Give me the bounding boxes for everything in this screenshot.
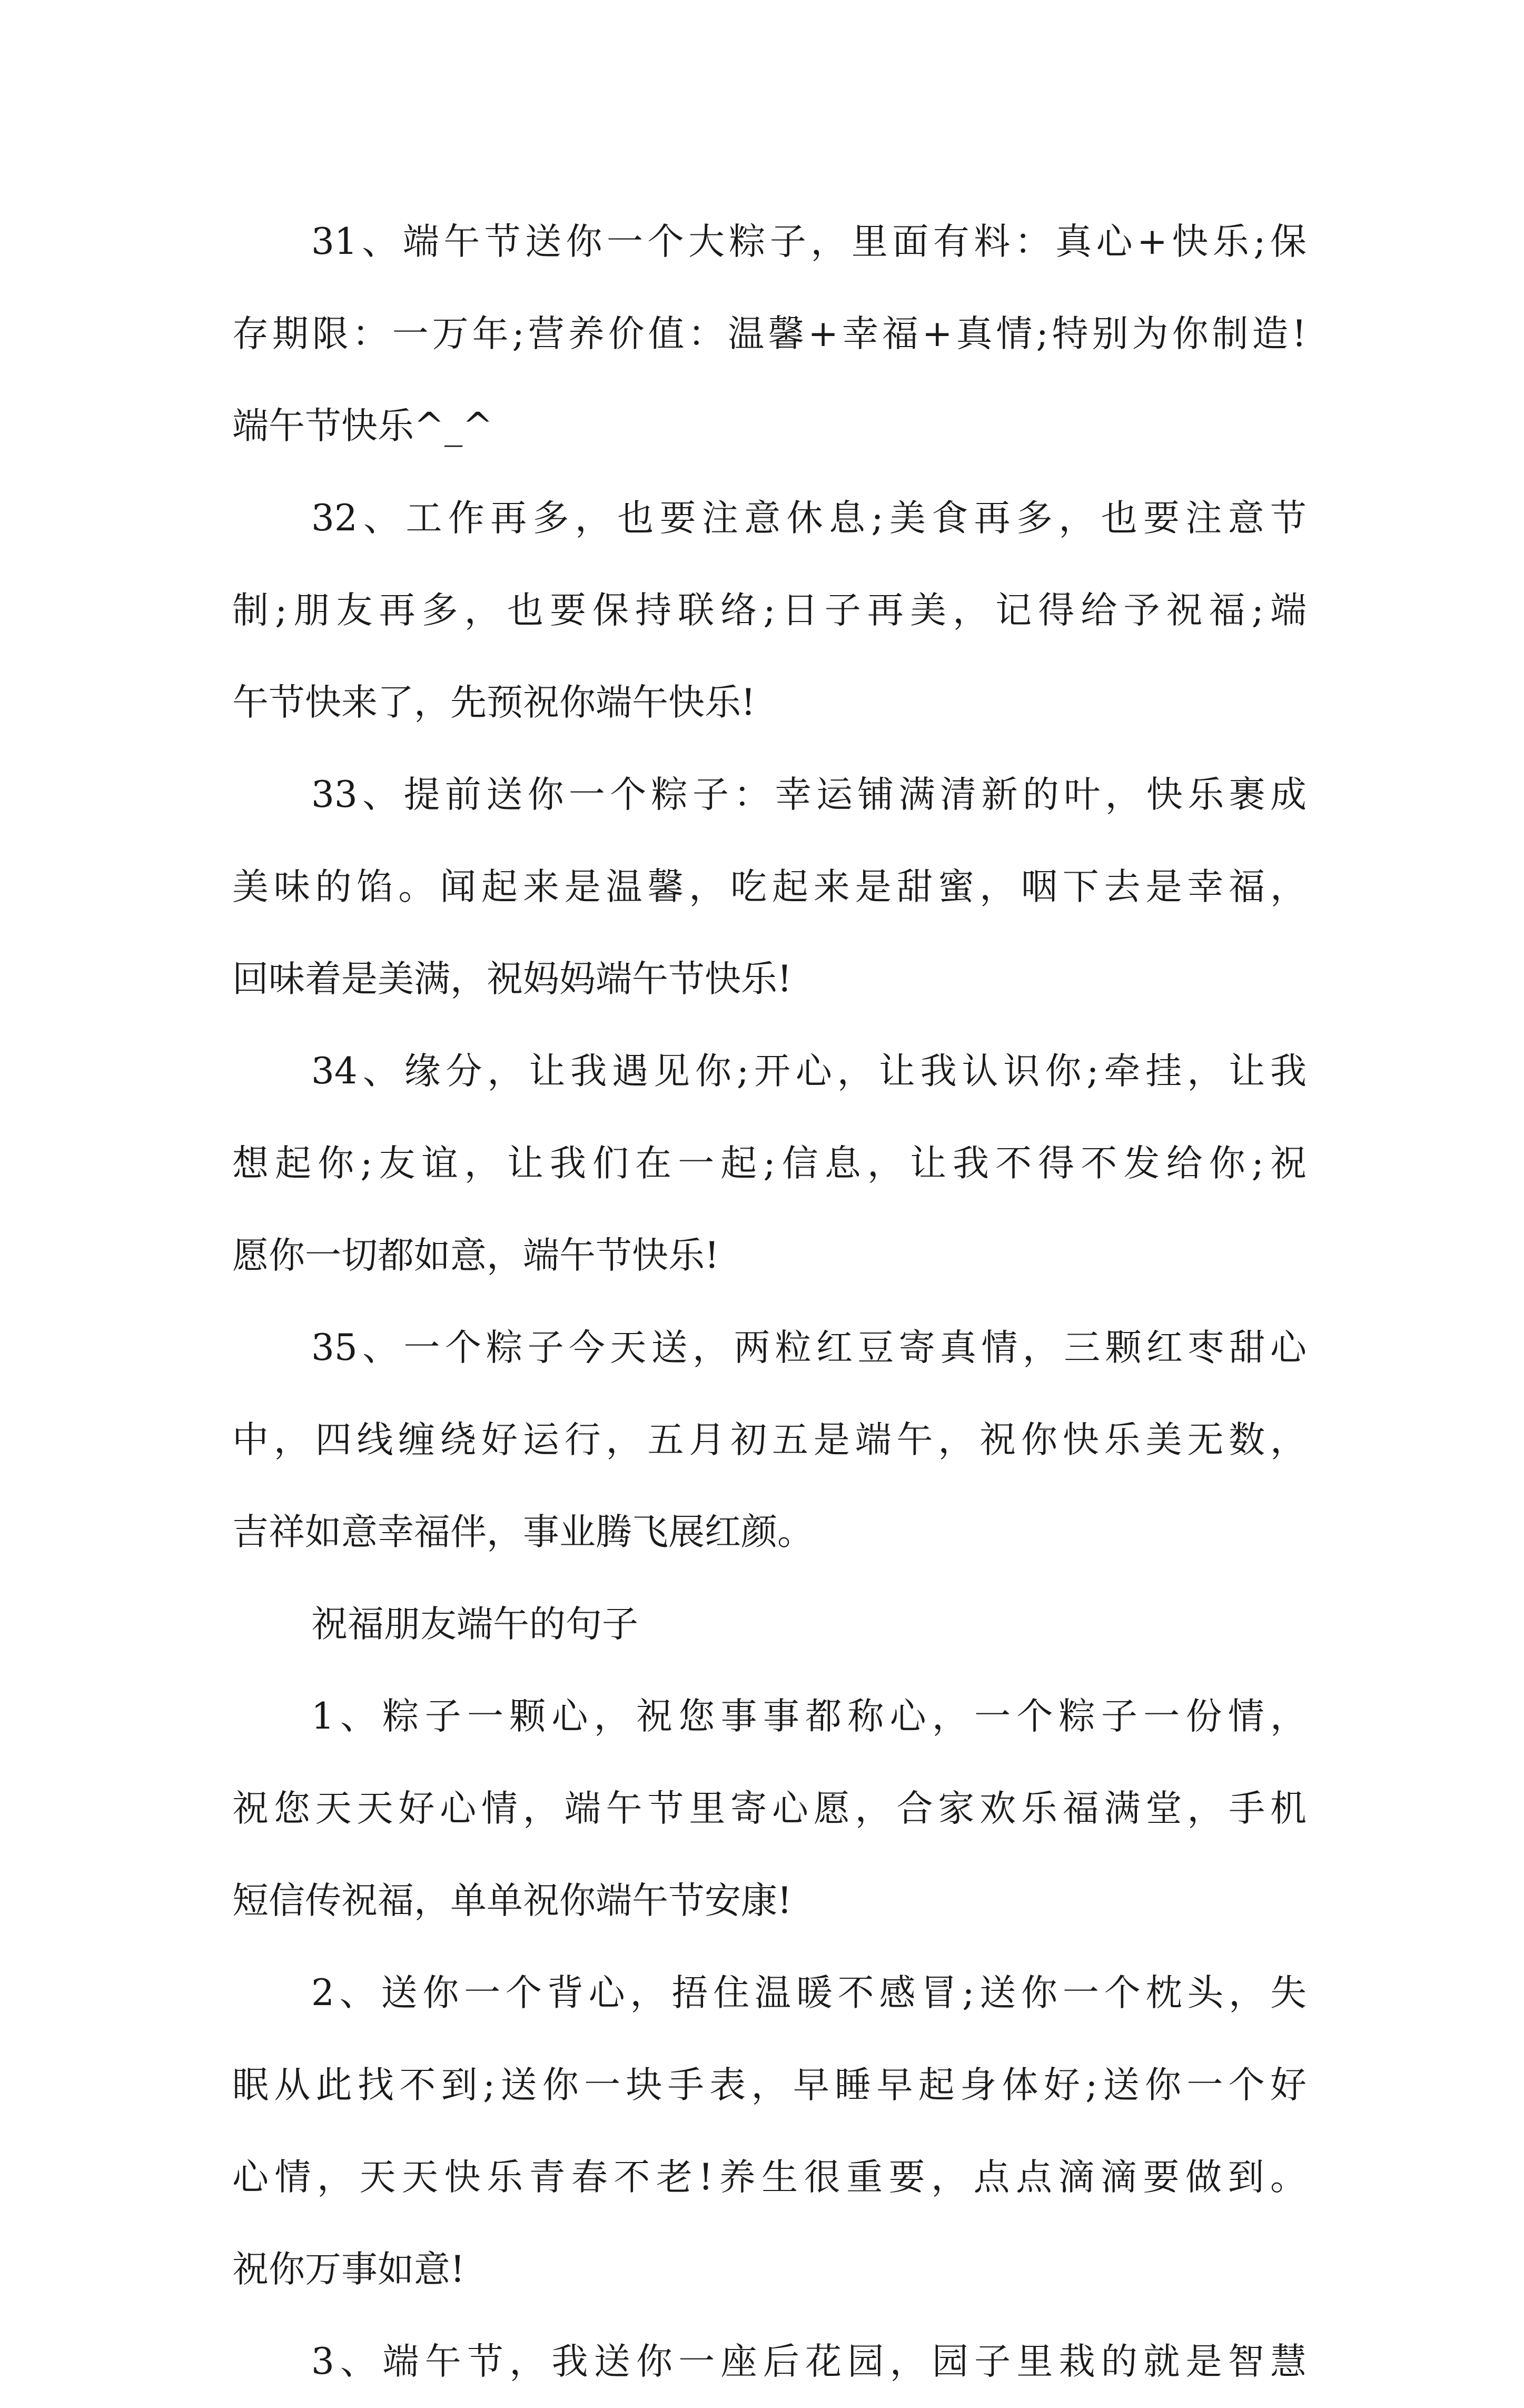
paragraph-line: 1、粽子一颗心，祝您事事都称心，一个粽子一份情， [311, 1695, 1307, 1738]
paragraph-line: 33、提前送你一个粽子：幸运铺满清新的叶，快乐裹成 [311, 774, 1307, 816]
paragraph-line: 祝你万事如意! [232, 2248, 465, 2291]
paragraph-line: 端午节快乐^_^ [232, 405, 493, 447]
section-heading [232, 1578, 1307, 1671]
paragraph-line: 中，四线缠绕好运行，五月初五是端午，祝你快乐美无数， [232, 1419, 1307, 1461]
paragraph-line: 想起你;友谊，让我们在一起;信息，让我不得不发给你;祝 [232, 1142, 1307, 1185]
document-body [232, 196, 1307, 2408]
paragraph-1 [232, 1671, 1307, 1947]
paragraph-line: 午节快来了，先预祝你端午快乐! [232, 682, 756, 724]
paragraph-line: 愿你一切都如意，端午节快乐! [232, 1235, 719, 1277]
paragraph-line: 2、送你一个背心，捂住温暖不感冒;送你一个枕头，失 [311, 1972, 1307, 2014]
paragraph-line: 吉祥如意幸福伴，事业腾飞展红颜。 [232, 1511, 814, 1553]
paragraph-34 [232, 1025, 1307, 1302]
paragraph-line: 存期限：一万年;营养价值：温馨+幸福+真情;特别为你制造! [232, 313, 1307, 355]
paragraph-line: 32、工作再多，也要注意休息;美食再多，也要注意节 [311, 497, 1307, 539]
section-heading-text: 祝福朋友端午的句子 [311, 1603, 638, 1645]
paragraph-line: 祝您天天好心情，端午节里寄心愿，合家欢乐福满堂，手机 [232, 1788, 1307, 1830]
paragraph-32 [232, 472, 1307, 749]
paragraph-line: 回味着是美满，祝妈妈端午节快乐! [232, 958, 792, 1000]
paragraph-35 [232, 1302, 1307, 1578]
paragraph-line: 3、端午节，我送你一座后花园，园子里栽的就是智慧 [311, 2341, 1307, 2383]
paragraph-line: 眠从此找不到;送你一块手表，早睡早起身体好;送你一个好 [232, 2064, 1307, 2106]
paragraph-line: 制;朋友再多，也要保持联络;日子再美，记得给予祝福;端 [232, 589, 1307, 631]
paragraph-line: 美味的馅。闻起来是温馨，吃起来是甜蜜，咽下去是幸福， [232, 866, 1307, 908]
paragraph-line: 心情，天天快乐青春不老!养生很重要，点点滴滴要做到。 [232, 2156, 1307, 2198]
paragraph-3 [232, 2316, 1307, 2408]
paragraph-2 [232, 1947, 1307, 2316]
paragraph-line: 35、一个粽子今天送，两粒红豆寄真情，三颗红枣甜心 [311, 1327, 1307, 1369]
paragraph-line: 31、端午节送你一个大粽子，里面有料：真心+快乐;保 [311, 221, 1307, 263]
paragraph-33 [232, 749, 1307, 1025]
paragraph-31 [232, 196, 1307, 472]
paragraph-line: 短信传祝福，单单祝你端午节安康! [232, 1880, 792, 1922]
paragraph-line: 34、缘分，让我遇见你;开心，让我认识你;牵挂，让我 [311, 1050, 1307, 1092]
